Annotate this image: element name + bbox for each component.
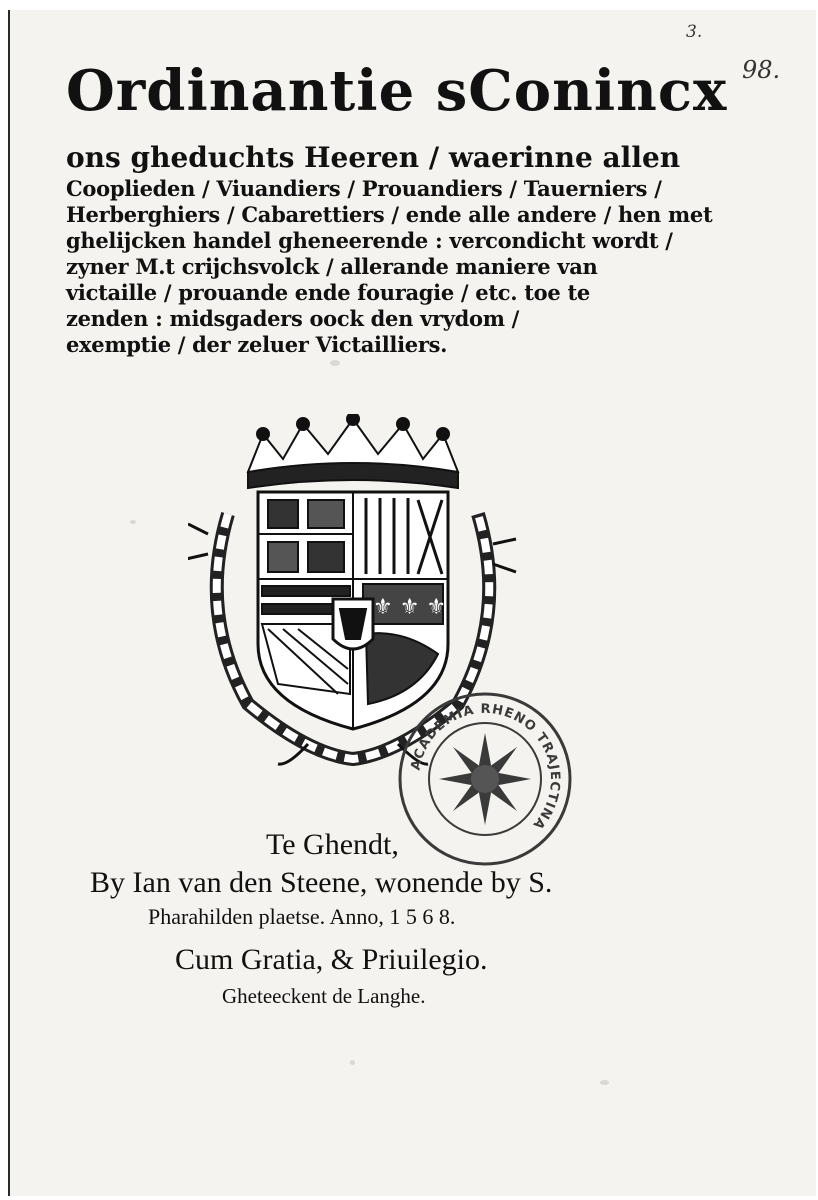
library-stamp: [396, 690, 574, 868]
title-line: Herberghiers / Cabarettiers / ende alle andere / hen met: [66, 202, 713, 227]
imprint-location-date: Pharahilden plaetse. Anno, 1 5 6 8.: [148, 904, 456, 929]
title-line: Cooplieden / Viuandiers / Prouandiers / Tauerniers /: [66, 176, 662, 201]
svg-text:⚜ ⚜ ⚜: ⚜ ⚜ ⚜: [373, 595, 447, 620]
folio-number: 98.: [742, 56, 781, 84]
title-line: ons gheduchts Heeren / waerinne allen: [66, 141, 681, 174]
title-line: zenden : midsgaders oock den vrydom /: [66, 306, 520, 331]
title-line: exemptie / der zeluer Victailliers.: [66, 332, 448, 357]
paper-speck: [330, 360, 340, 366]
title-heading: Ordinantie sConincx: [66, 58, 728, 124]
title-line: victaille / prouande ende fouragie / etc. toe te: [66, 280, 590, 305]
imprint-place: Te Ghendt,: [266, 828, 399, 861]
title-line: ghelijcken handel gheneerende : vercondicht wordt /: [66, 228, 673, 253]
paper-speck: [350, 1060, 355, 1065]
folio-mark-small: 3.: [686, 22, 703, 42]
stamp-inscription: ACADEMIA RHENO TRAJECTINA: [408, 701, 563, 833]
imprint-printer: By Ian van den Steene, wonende by S.: [90, 866, 553, 899]
imprint-signed: Gheteeckent de Langhe.: [222, 984, 426, 1008]
paper-speck: [600, 1080, 609, 1085]
title-line: zyner M.t crijchsvolck / allerande maniere van: [66, 254, 598, 279]
paper-speck: [130, 520, 136, 524]
imprint-privilege: Cum Gratia, & Priuilegio.: [175, 943, 488, 976]
